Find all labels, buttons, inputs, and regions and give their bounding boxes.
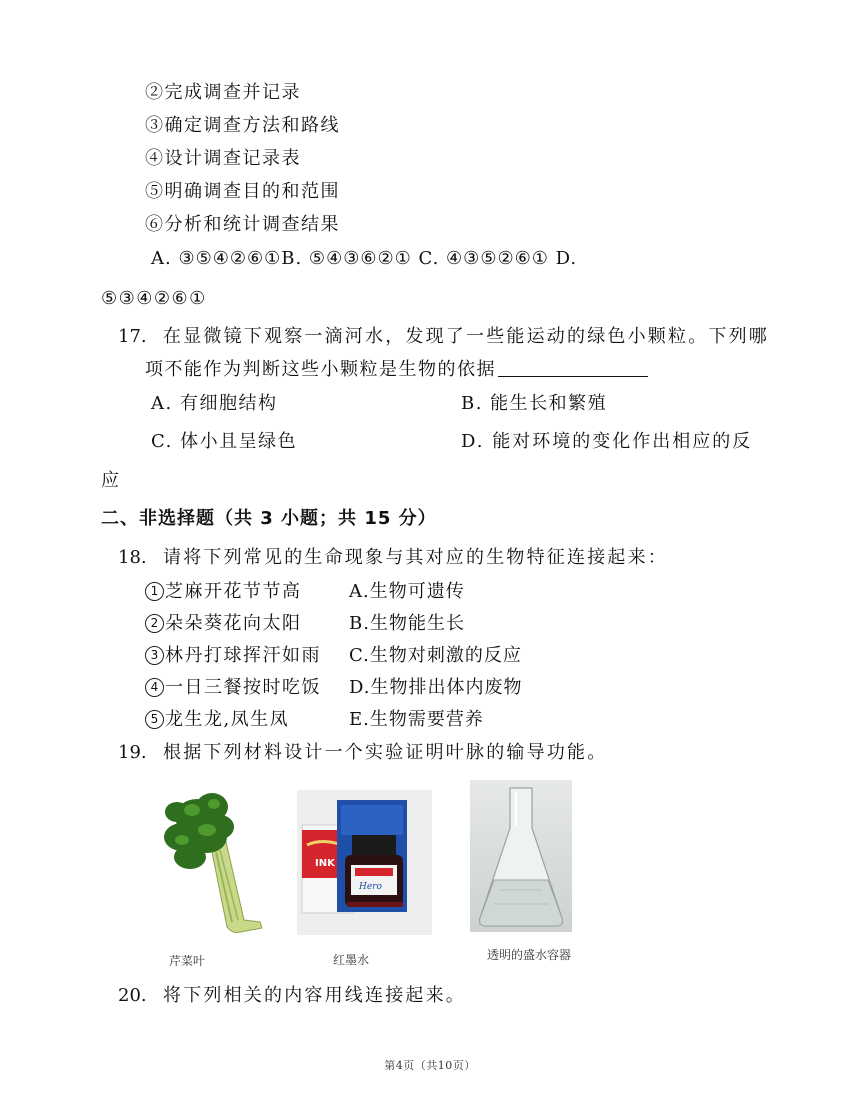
q17-number: 17. bbox=[118, 326, 147, 347]
q18-right-item: B.生物能生长 bbox=[349, 613, 465, 634]
answer-blank[interactable] bbox=[498, 358, 648, 377]
q18-left-item bbox=[145, 708, 289, 732]
circled-number: 1 bbox=[145, 582, 164, 601]
q17-option-b: B. 能生长和繁殖 bbox=[461, 393, 608, 414]
q17-option-a: A. 有细胞结构 bbox=[151, 393, 278, 414]
ink-brand: Hero bbox=[359, 882, 382, 892]
q20-stem: 将下列相关的内容用线连接起来。 bbox=[163, 985, 466, 1006]
ink-label: INK bbox=[315, 858, 335, 869]
step-5: ⑤明确调查目的和范围 bbox=[145, 181, 340, 202]
q18-stem: 请将下列常见的生命现象与其对应的生物特征连接起来： bbox=[163, 547, 668, 568]
circled-number: 3 bbox=[145, 646, 164, 665]
q18-right-item: E.生物需要营养 bbox=[349, 709, 484, 730]
section-title: 二、非选择题（共 3 小题；共 15 分） bbox=[101, 508, 437, 529]
q19-stem: 根据下列材料设计一个实验证明叶脉的输导功能。 bbox=[163, 742, 608, 763]
q18-right-item: D.生物排出体内废物 bbox=[349, 677, 523, 698]
page-footer: 第4页（共10页） bbox=[384, 1059, 476, 1072]
step-6: ⑥分析和统计调查结果 bbox=[145, 214, 340, 235]
flask-image bbox=[470, 780, 572, 932]
q18-left-text: 朵朵葵花向太阳 bbox=[165, 613, 302, 634]
step-3: ③确定调查方法和路线 bbox=[145, 115, 340, 136]
caption-red-ink: 红墨水 bbox=[333, 953, 370, 967]
q18-left-text: 林丹打球挥汗如雨 bbox=[165, 645, 321, 666]
q18-left-item bbox=[145, 612, 302, 636]
caption-celery: 芹菜叶 bbox=[169, 954, 206, 968]
q18-right-item: A.生物可遗传 bbox=[349, 581, 465, 602]
q17-stem-line1: 在显微镜下观察一滴河水，发现了一些能运动的绿色小颗粒。下列哪 bbox=[163, 326, 769, 347]
q18-left-item bbox=[145, 676, 321, 700]
q18-left-text: 一日三餐按时吃饭 bbox=[165, 677, 321, 698]
q17-stem-text: 项不能作为判断这些小颗粒是生物的依据 bbox=[145, 359, 496, 380]
q18-number: 18. bbox=[118, 547, 147, 568]
q17-option-d: D. 能对环境的变化作出相应的反 bbox=[461, 431, 753, 452]
q17-option-c: C. 体小且呈绿色 bbox=[151, 431, 298, 452]
step-2: ②完成调查并记录 bbox=[145, 82, 301, 103]
q19-number: 19. bbox=[118, 742, 147, 763]
q17-stem-line2 bbox=[145, 358, 648, 382]
q18-right-item: C.生物对刺激的反应 bbox=[349, 645, 522, 666]
circled-number: 2 bbox=[145, 614, 164, 633]
q18-left-item bbox=[145, 580, 302, 604]
q18-left-text: 龙生龙,凤生凤 bbox=[165, 709, 290, 730]
circled-number: 5 bbox=[145, 710, 164, 729]
q16-options: A. ③⑤④②⑥①B. ⑤④③⑥②① C. ④③⑤②⑥① D. bbox=[151, 248, 578, 269]
caption-container: 透明的盛水容器 bbox=[487, 948, 572, 962]
q17-option-d-wrap: 应 bbox=[101, 470, 121, 491]
circled-number: 4 bbox=[145, 678, 164, 697]
step-4: ④设计调查记录表 bbox=[145, 148, 301, 169]
red-ink-image bbox=[297, 790, 432, 935]
q18-left-text: 芝麻开花节节高 bbox=[165, 581, 302, 602]
q20-number: 20. bbox=[118, 985, 147, 1006]
q16-options-wrap: ⑤③④②⑥① bbox=[101, 288, 207, 309]
q18-left-item bbox=[145, 644, 321, 668]
celery-image bbox=[152, 782, 272, 942]
